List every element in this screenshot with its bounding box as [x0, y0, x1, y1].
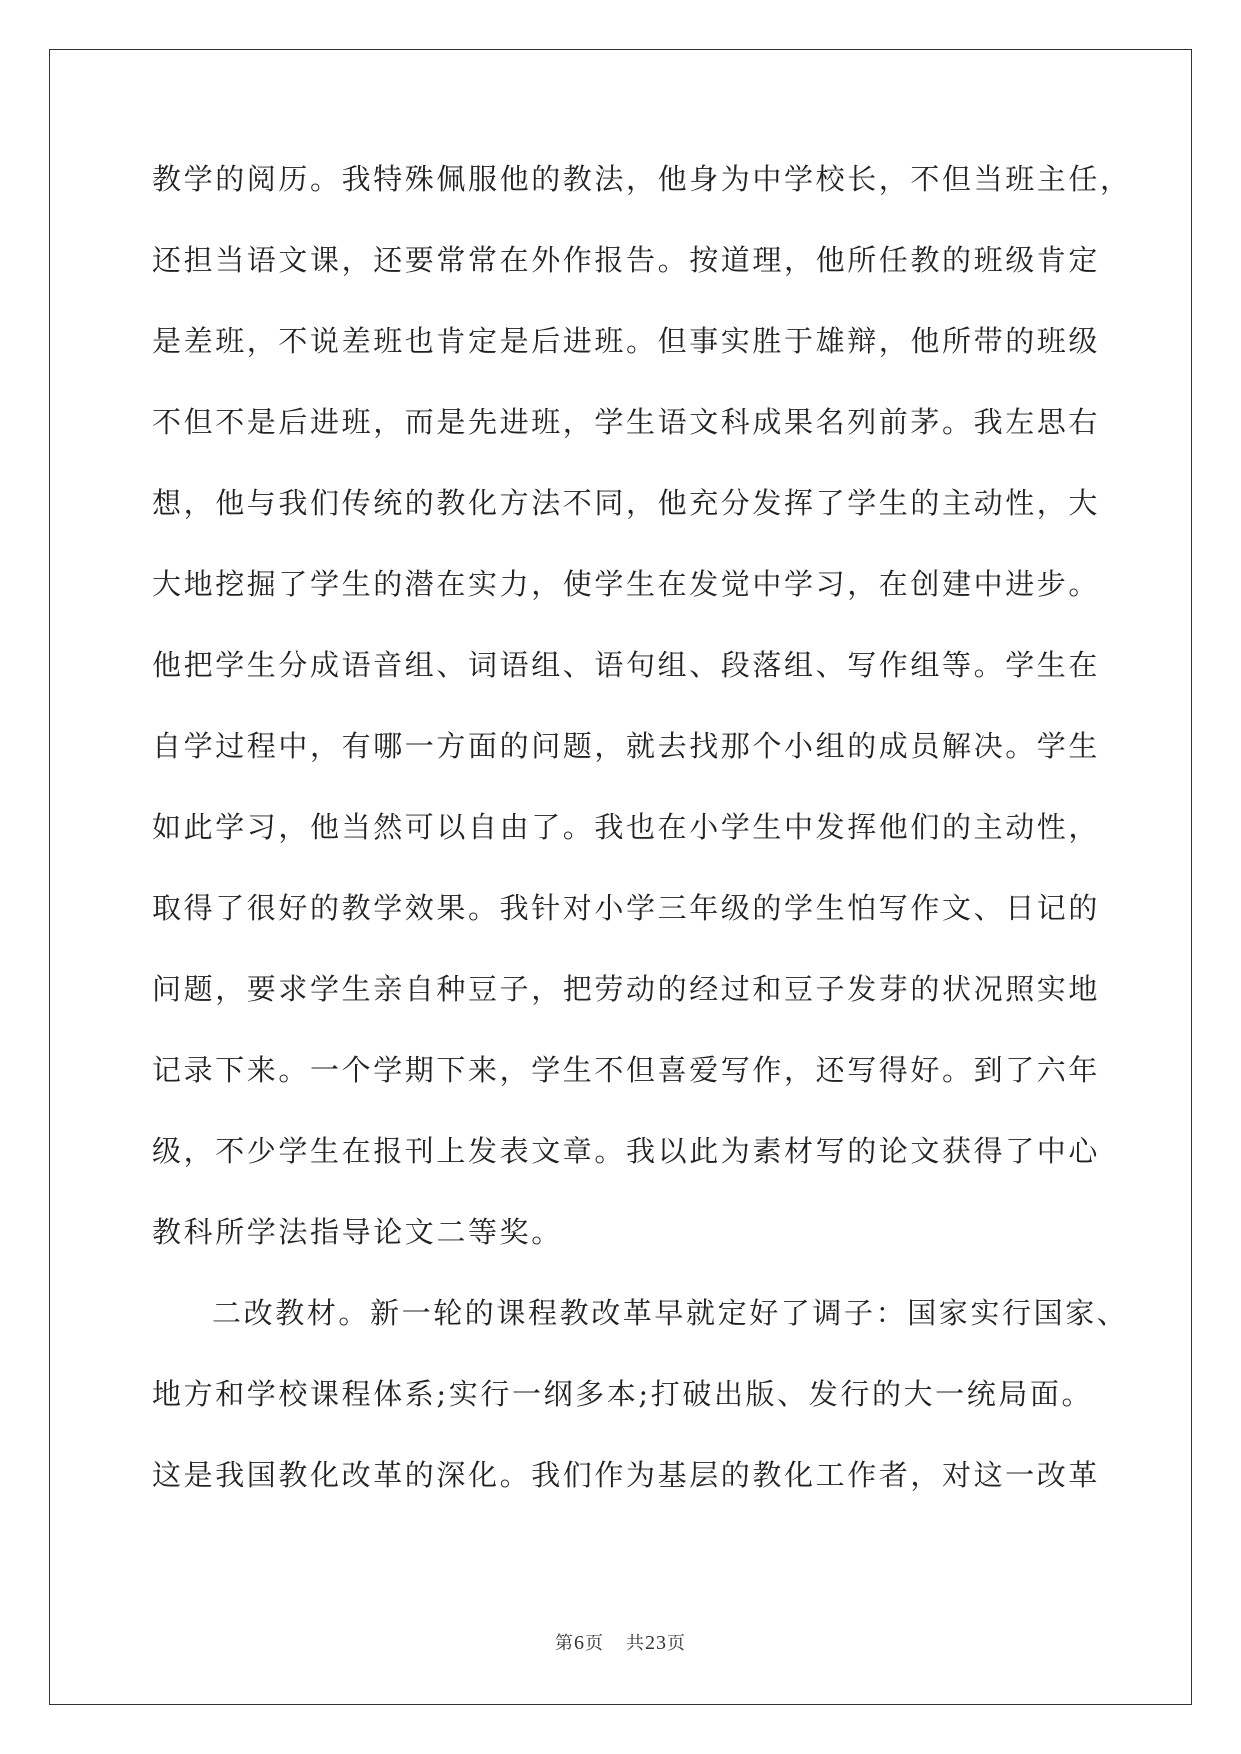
page-number: 6 — [574, 1632, 585, 1654]
text-line: 不但不是后进班，而是先进班，学生语文科成果名列前茅。我左思右 — [152, 405, 1101, 439]
text-line: 教科所学法指导论文二等奖。 — [152, 1215, 563, 1249]
text-line: 教学的阅历。我特殊佩服他的教法，他身为中学校长，不但当班主任， — [152, 162, 1132, 196]
total-prefix: 共 — [626, 1633, 645, 1654]
text-line: 大地挖掘了学生的潜在实力，使学生在发觉中学习，在创建中进步。 — [152, 567, 1101, 601]
text-line: 他把学生分成语音组、词语组、语句组、段落组、写作组等。学生在 — [152, 648, 1101, 682]
text-line: 如此学习，他当然可以自由了。我也在小学生中发挥他们的主动性， — [152, 810, 1101, 844]
text-line: 问题，要求学生亲自种豆子，把劳动的经过和豆子发芽的状况照实地 — [152, 972, 1101, 1006]
paragraph-start-line: 二改教材。新一轮的课程教改革早就定好了调子：国家实行国家、 — [212, 1296, 1129, 1330]
text-line: 这是我国教化改革的深化。我们作为基层的教化工作者，对这一改革 — [152, 1458, 1101, 1492]
page-suffix: 页 — [585, 1633, 604, 1654]
text-line: 记录下来。一个学期下来，学生不但喜爱写作，还写得好。到了六年 — [152, 1053, 1101, 1087]
page-footer — [0, 1629, 1241, 1655]
text-line: 级，不少学生在报刊上发表文章。我以此为素材写的论文获得了中心 — [152, 1134, 1101, 1168]
page-prefix: 第 — [555, 1633, 574, 1654]
document-body — [152, 160, 1132, 1537]
text-line: 取得了很好的教学效果。我针对小学三年级的学生怕写作文、日记的 — [152, 891, 1101, 925]
text-line: 想，他与我们传统的教化方法不同，他充分发挥了学生的主动性，大 — [152, 486, 1101, 520]
text-line: 还担当语文课，还要常常在外作报告。按道理，他所任教的班级肯定 — [152, 243, 1101, 277]
text-line: 自学过程中，有哪一方面的问题，就去找那个小组的成员解决。学生 — [152, 729, 1101, 763]
text-line: 是差班，不说差班也肯定是后进班。但事实胜于雄辩，他所带的班级 — [152, 324, 1101, 358]
total-suffix: 页 — [667, 1633, 686, 1654]
total-pages: 23 — [645, 1632, 667, 1654]
text-line: 地方和学校课程体系;实行一纲多本;打破出版、发行的大一统局面。 — [152, 1377, 1094, 1411]
